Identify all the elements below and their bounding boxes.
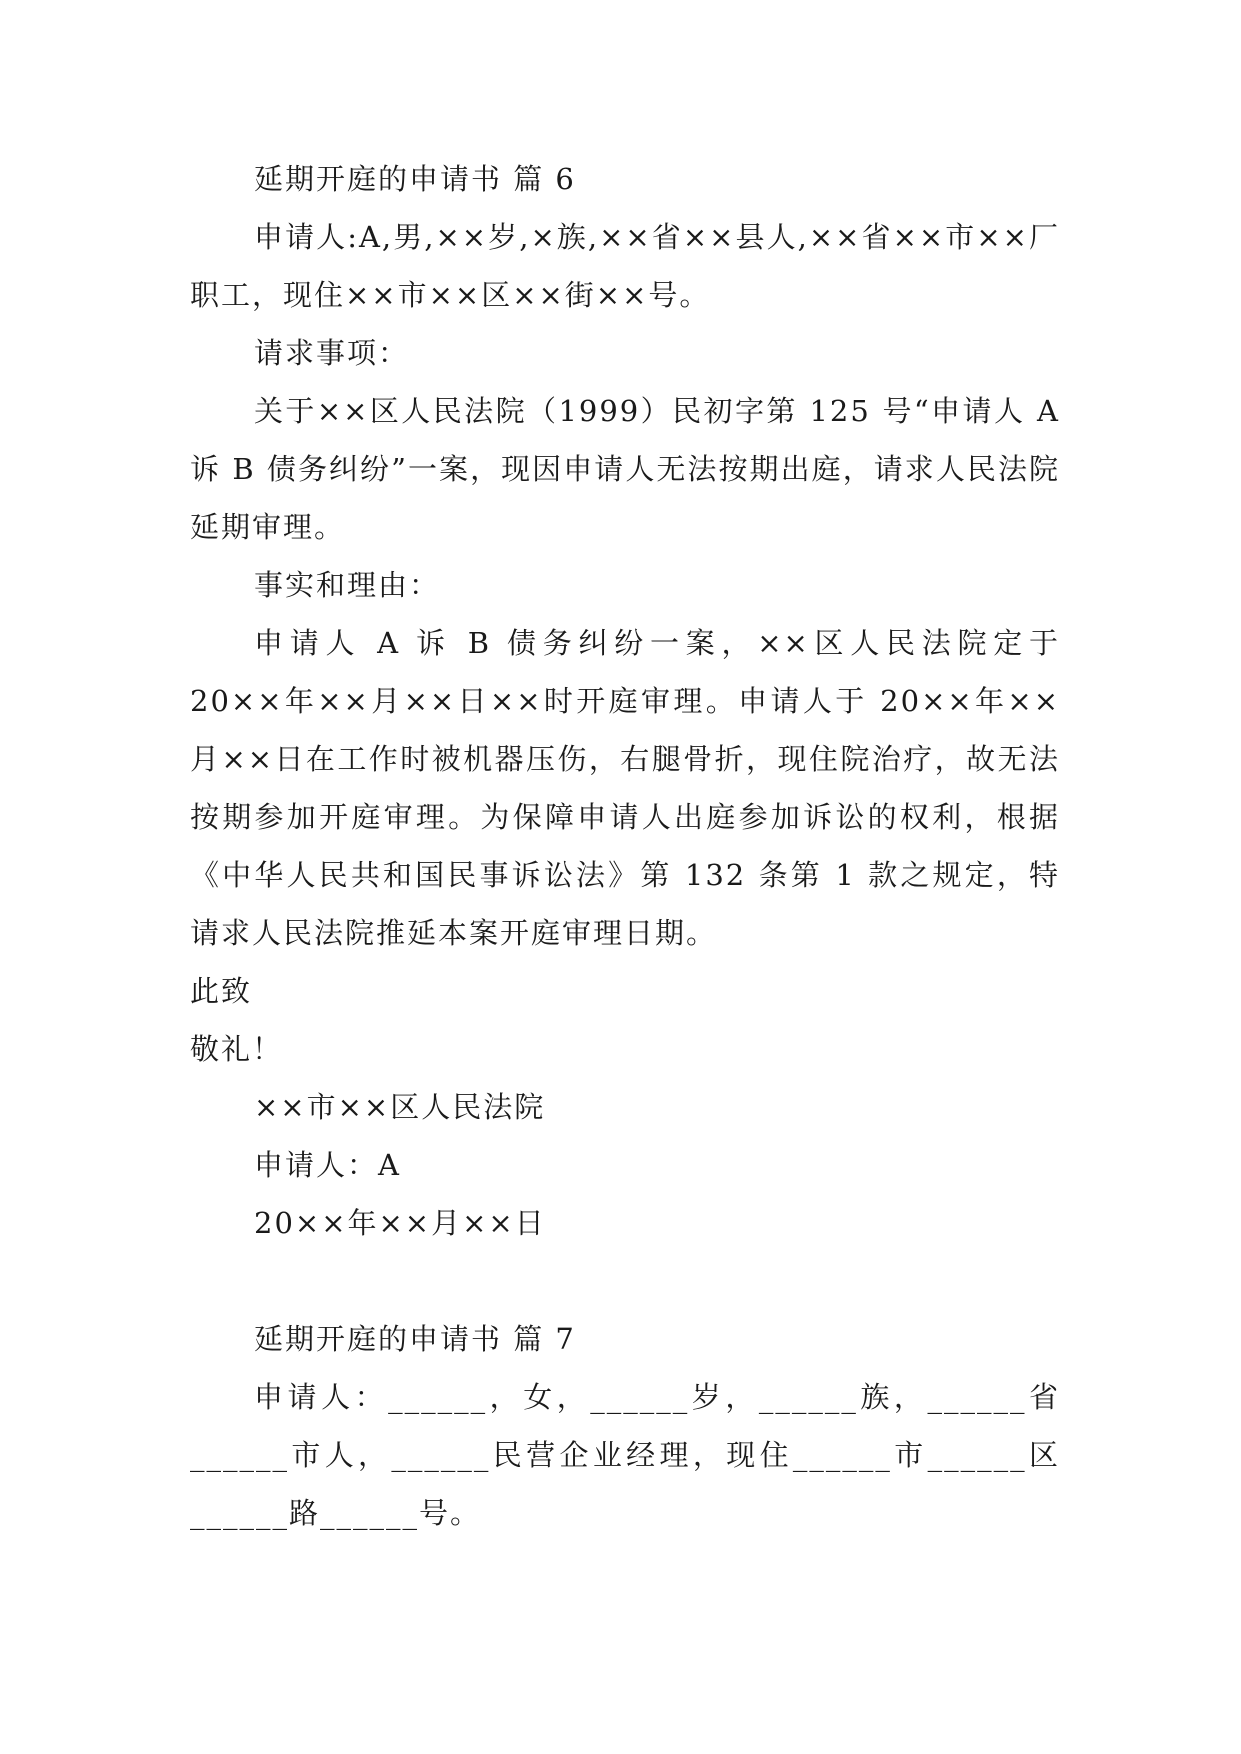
signature-date: 20××年××月××日 [254,1206,546,1240]
recipient-court: ××市××区人民法院 [254,1090,546,1124]
section7-applicant: 申请人：______，女，______岁，______族，______省______市人，______民营企业经理，现住______市______区______路______号。 [190,1380,1060,1530]
section-spacer [190,1252,1060,1310]
section6-title: 延期开庭的申请书 篇 6 [254,162,576,196]
document-page [190,150,1060,1542]
signature-applicant: 申请人：A [254,1148,401,1182]
section6-facts-body: 申请人 A 诉 B 债务纠纷一案，××区人民法院定于 20××年××月××日××时开庭审理。申请人于 20××年××月××日在工作时被机器压伤，右腿骨折，现住院治疗，故无法按期参加开庭审理。为保障申请人出庭参加诉讼的权利，根据《中华人民共和国民事诉讼法》第 132 条第 1 款之规定，特请求人民法院推延本案开庭审理日期。 [190,626,1060,950]
section6-applicant: 申请人:A,男,××岁,×族,××省××县人,××省××市××厂职工，现住××市××区××街××号。 [190,220,1060,312]
section6-request-body: 关于××区人民法院（1999）民初字第 125 号“申请人 A 诉 B 债务纠纷”一案，现因申请人无法按期出庭，请求人民法院延期审理。 [190,394,1060,544]
closing-salutation: 此致 [190,974,253,1008]
section7-title: 延期开庭的申请书 篇 7 [254,1322,576,1356]
section6-facts-heading: 事实和理由： [254,568,441,602]
section6-request-heading: 请求事项： [254,336,410,370]
closing-regards: 敬礼！ [190,1032,284,1066]
